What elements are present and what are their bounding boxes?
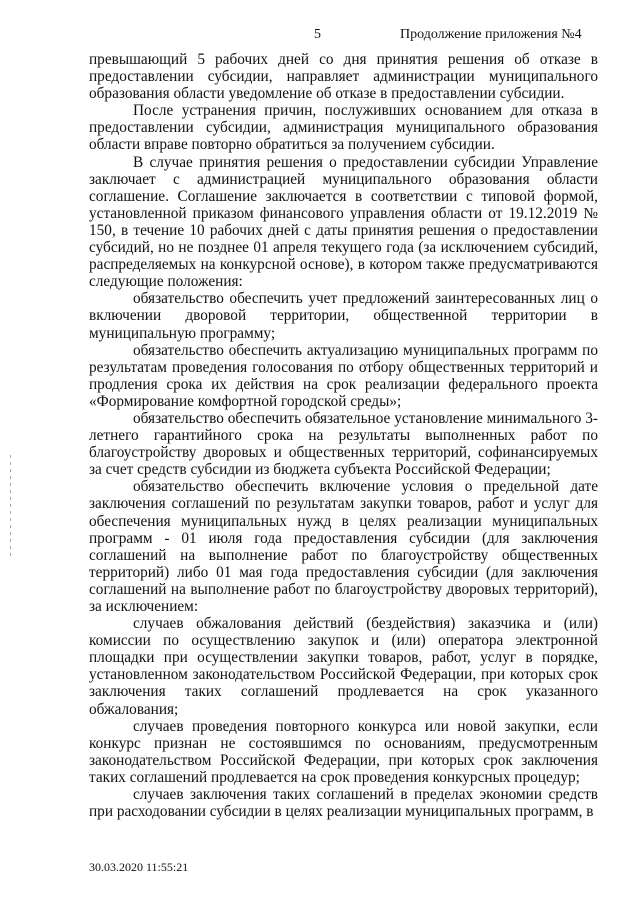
footer-timestamp: 30.03.2020 11:55:21 bbox=[89, 860, 189, 874]
paragraph-exception-savings: случаев заключения таких соглашений в пределах экономии средств при расходовании субсидии в целях реализации муниципальных программ, в bbox=[89, 786, 598, 821]
paragraph-obligation-deadline: обязательство обеспечить включение условия о предельной дате заключения соглашений по результатам закупки товаров, работ и услуг для обеспечения муниципальных нужд в целях реализации муниципальных программ - 01 июля года предоставления субсидии (для заключения соглашений на выполнение работ по благоустройству общественных территорий) либо 01 мая года предоставления субсидии (для заключения соглашений на выполнение работ по благоустройству дворовых территорий), за исключением: bbox=[89, 478, 598, 615]
paragraph-reapplication: После устранения причин, послуживших основанием для отказа в предоставлении субсидии, администрация муниципального образования области вправе повторно обратиться за получением субсидии. bbox=[89, 102, 598, 154]
paragraph-refusal-notice: превышающий 5 рабочих дней со дня принятия решения об отказе в предоставлении субсидии, направляет администрации муниципального образования области уведомление об отказе в предоставлении субсидии. bbox=[89, 51, 598, 103]
paragraph-obligation-warranty: обязательство обеспечить обязательное установление минимального 3-летнего гарантийного срока на результаты выполненных работ по благоустройству дворовых и общественных территорий, софинансируемых за счет средств субсидии из бюджета субъекта Российской Федерации; bbox=[89, 409, 598, 479]
document-body bbox=[89, 51, 598, 820]
paragraph-obligation-proposals: обязательство обеспечить учет предложений заинтересованных лиц о включении дворовой территории, общественной территории в муниципальную программу; bbox=[89, 290, 598, 342]
paragraph-exception-appeal: случаев обжалования действий (бездействия) заказчика и (или) комиссии по осуществлению закупок и (или) оператора электронной площадки при осуществлении закупки товаров, работ, услуг в порядке, установленном законодательством Российской Федерации, при которых срок заключения таких соглашений продлевается на срок указанного обжалования; bbox=[89, 615, 598, 718]
margin-scan-marks bbox=[10, 455, 12, 575]
paragraph-obligation-update-programs: обязательство обеспечить актуализацию муниципальных программ по результатам проведения голосования по отбору общественных территорий и продления срока их действия на срок реализации федерального проекта «Формирование комфортной городской среды»; bbox=[89, 341, 598, 410]
paragraph-agreement: В случае принятия решения о предоставлении субсидии Управление заключает с администрацией муниципального образования области соглашение. Соглашение заключается в соответствии с типовой формой, установленной приказом финансового управления области от 19.12.2019 № 150, в течение 10 рабочих дней с даты принятия решения о предоставлении субсидий, но не позднее 01 апреля текущего года (за исключением субсидий, распределяемых на конкурсной основе), в котором также предусматриваются следующие положения: bbox=[89, 153, 598, 291]
paragraph-exception-repeat-tender: случаев проведения повторного конкурса или новой закупки, если конкурс признан не состоявшимся по основаниям, предусмотренным законодательством Российской Федерации, при которых срок заключения таких соглашений продлевается на срок проведения конкурсных процедур; bbox=[89, 717, 598, 786]
appendix-continuation-note: Продолжение приложения №4 bbox=[400, 27, 582, 42]
page-number: 5 bbox=[314, 27, 321, 42]
